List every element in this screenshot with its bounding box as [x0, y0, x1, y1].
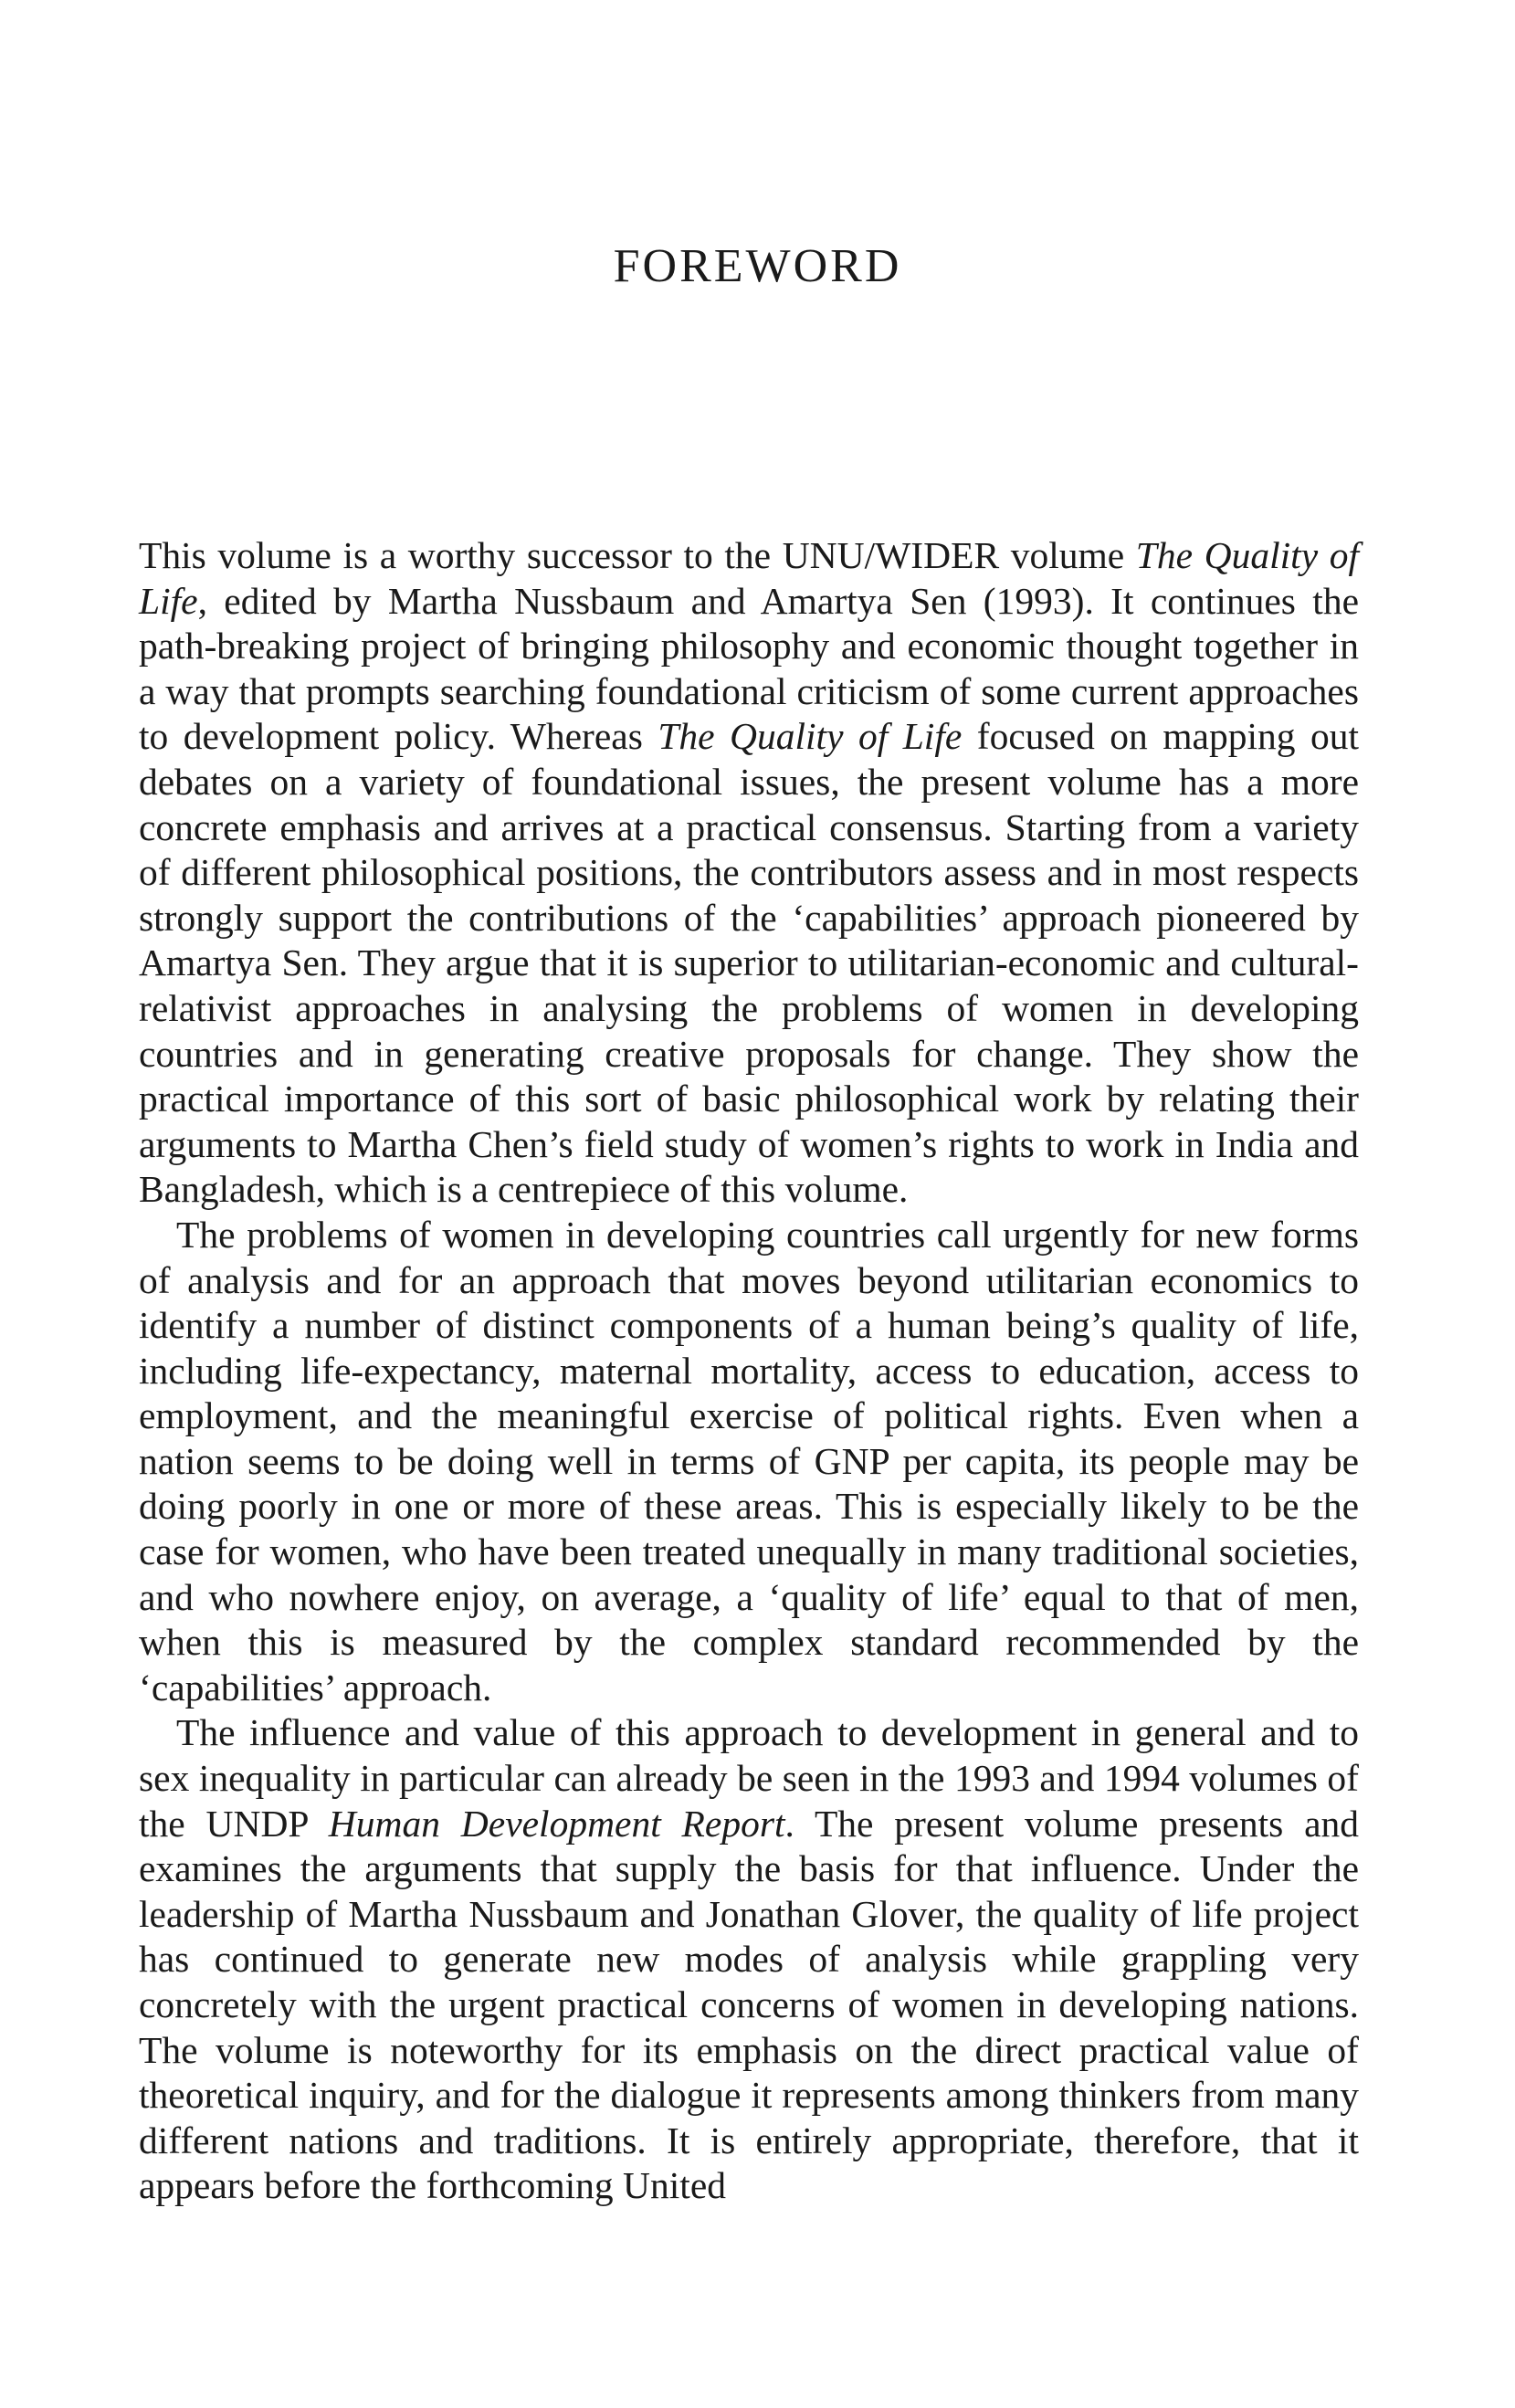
paragraph-3: [139, 1710, 1359, 2209]
text-span: This volume is a worthy successor to the UNU/WIDER volume: [139, 534, 1136, 576]
book-title: The Quality of Life: [139, 534, 1359, 622]
paragraph-1: [139, 533, 1359, 1213]
text-span: . The present volume presents and examines the arguments that supply the basis for that influence. Under the leadership of Martha Nussbaum and Jonathan Glover, the quality of life project has continued to generate new modes of analysis while grappling very concretely with the urgent practical concerns of women in developing nations. The volume is noteworthy for its emphasis on the direct practical value of theoretical inquiry, and for the dialogue it represents among thinkers from many different nations and traditions. It is entirely appropriate, therefore, that it appears before the forthcoming United: [139, 1802, 1359, 2207]
text-span: focused on mapping out debates on a variety of foundational issues, the present volume has a more concrete emphasis and arrives at a practical consensus. Starting from a variety of different philosophical positions, the contributors assess and in most respects strongly support the contributions of the ‘capabilities’ approach pioneered by Amartya Sen. They argue that it is superior to utilitarian-economic and cultural-relativist approaches in analysing the problems of women in developing countries and in generating creative proposals for change. They show the practical importance of this sort of basic philosophical work by relating their arguments to Martha Chen’s field study of women’s rights to work in India and Bangladesh, which is a centrepiece of this volume.: [139, 715, 1359, 1211]
text-span: , edited by Martha Nussbaum and Amartya Sen (1993). It continues the path-breaking project of bringing philosophy and economic thought together in a way that prompts searching foundational criticism of some current approaches to development policy. Whereas: [139, 579, 1359, 758]
report-title: Human Development Report: [328, 1802, 785, 1845]
body-text: [139, 533, 1359, 2209]
paragraph-2: [139, 1213, 1359, 1711]
book-title: The Quality of Life: [658, 715, 963, 758]
text-span: The problems of women in developing countries call urgently for new forms of analysis and for an approach that moves beyond utilitarian economics to identify a number of distinct components of a human being’s quality of life, including life-expectancy, maternal mortality, access to education, access to employment, and the meaningful exercise of political rights. Even when a nation seems to be doing well in terms of GNP per capita, its people may be doing poorly in one or more of these areas. This is especially likely to be the case for women, who have been treated unequally in many traditional societies, and who nowhere enjoy, on average, a ‘quality of life’ equal to that of men, when this is measured by the complex standard recommended by the ‘capabilities’ approach.: [139, 1213, 1359, 1709]
text-span: The influence and value of this approach to development in general and to sex inequality in particular can already be seen in the 1993 and 1994 volumes of the UNDP: [139, 1711, 1359, 1845]
page-title: FOREWORD: [613, 240, 902, 292]
